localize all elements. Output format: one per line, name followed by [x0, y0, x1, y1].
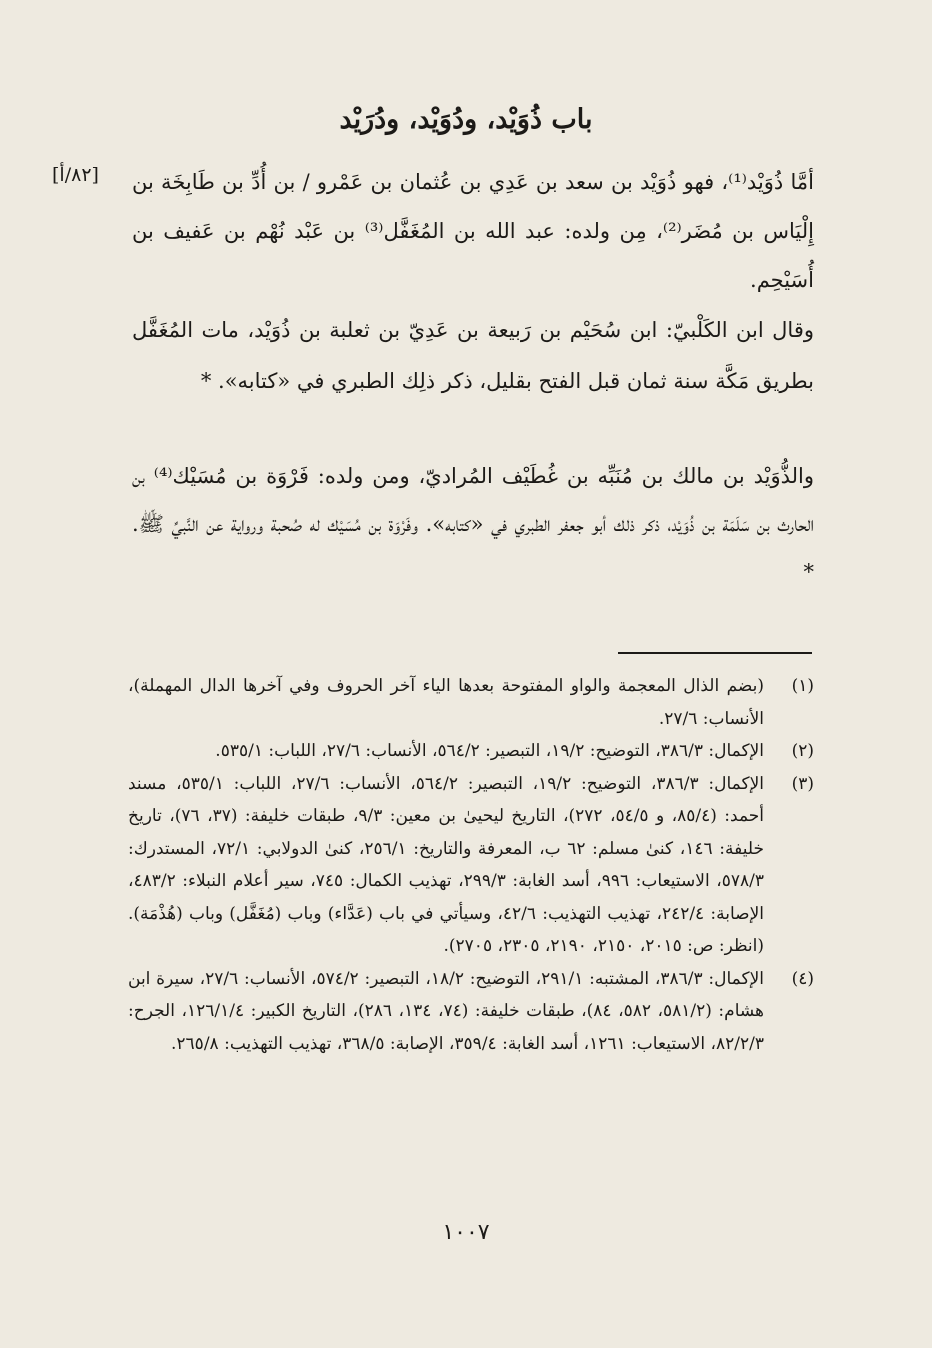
footnotes-list: [128, 670, 814, 1060]
page-number: ١٠٠٧: [442, 1220, 490, 1245]
folio-marker: [٨٢/أ]: [52, 164, 99, 186]
footnote-separator: [618, 652, 812, 654]
footnote-number: (٤): [791, 968, 814, 989]
footnote-number: (٢): [791, 741, 814, 761]
footnote-number: (١): [791, 676, 814, 696]
footnote-text: الإكمال: ٣٨٦/٣، التوضيح: ١٩/٢، التبصير: ٥٦٤/٢، الأنساب: ٢٧/٦، اللباب: ٥٣٥/١.: [215, 741, 764, 761]
footnote-4: [128, 963, 814, 1061]
paragraph-2: وقال ابن الكَلْبيّ: ابن سُحَيْم بن رَبيعة بن عَدِيّ بن ثعلبة بن ذُوَيْد، مات المُغَفَّل بطريق مَكَّة سنة ثمان قبل الفتح بقليل، ذكر ذلِك الطبري في «كتابه». *: [132, 318, 814, 393]
footnote-text: (بضم الذال المعجمة والواو المفتوحة بعدها الياء آخر الحروف وفي آخرها الدال المهملة)، الأنساب: ٢٧/٦.: [128, 676, 764, 729]
chapter-title: باب ذُوَيْد، ودُوَيْد، ودُرَيْد: [339, 104, 593, 135]
paragraph-3: والذُّوَيْد بن مالك بن مُنَبِّه بن غُطَيْف المُراديّ، ومن ولده: فَرْوَة بن مُسَيْك⁽⁴⁾ بن الحارث بن سَلَمَة بن ذُوَيْد، ذكر ذلك أبو جعفر الطبري في «كتابه». وفَرْوَة بن مُسَيْك له صُحبة ورواية عن النَّبيِّ ﷺ. *: [132, 464, 814, 584]
footnote-text: الإكمال: ٣٨٦/٣، المشتبه: ٢٩١/١، التوضيح: ١٨/٢، التبصير: ٥٧٤/٢، الأنساب: ٢٧/٦، سيرة ابن هشام: (٥٨١/٢، ٥٨٢، ٨٤)، طبقات خليفة: (٧٤، ١٣٤، ٢٨٦)، التاريخ الكبير: ١٢٦/١/٤، الجرح: ٨٢/٢/٣، الاستيعاب: ١٢٦١، أسد الغابة: ٣٥٩/٤، الإصابة: ٣٦٨/٥، تهذيب التهذيب: ٢٦٥/٨.: [128, 968, 764, 1054]
footnote-text: الإكمال: ٣٨٦/٣، التوضيح: ١٩/٢، التبصير: ٥٦٤/٢، الأنساب: ٢٧/٦، اللباب: ٥٣٥/١، مسند أحمد: (٨٥/٤، و ٥٤/٥، ٢٧٢)، التاريخ ليحيىٰ بن معين: ٩/٣، طبقات خليفة: (٣٧، ٧٦)، تاريخ خليفة: ١٤٦، كنىٰ مسلم: ٦٢ ب، المعرفة والتاريخ: ٢٥٦/١، كنىٰ الدولابي: ٧٢/١، المستدرك: ٥٧٨/٣، الاستيعاب: ٩٩٦، أسد الغابة: ٢٩٩/٣، تهذيب الكمال: ٧٤٥، سير أعلام النبلاء: ٤٨٣/٢، الإصابة: ٢٤٢/٤، تهذيب التهذيب: ٤٢/٦، وسيأتي في باب (عَدَّاء) وباب (مُغَفَّل) وباب (هُذْمَة). (انظر: ص: ٢٠١٥، ٢١٥٠، ٢١٩٠، ٢٣٠٥، ٢٧٠٥).: [128, 773, 765, 956]
footnote-1: [128, 670, 814, 735]
footnote-number: (٣): [791, 773, 814, 794]
footnote-3: [128, 768, 814, 963]
paragraph-1: أمَّا ذُوَيْد⁽¹⁾، فهو ذُوَيْد بن سعد بن عَدِي بن عُثمان بن عَمْرو / بن أُدِّ بن طَابِخَة بن إِلْيَاس بن مُضَر⁽²⁾، مِن ولده: عبد الله بن المُغَفَّل⁽³⁾ بن عَبْد نُهْم بن عَفيف بن أُسَيْحِم.: [132, 170, 814, 292]
footnote-2: [128, 735, 814, 768]
